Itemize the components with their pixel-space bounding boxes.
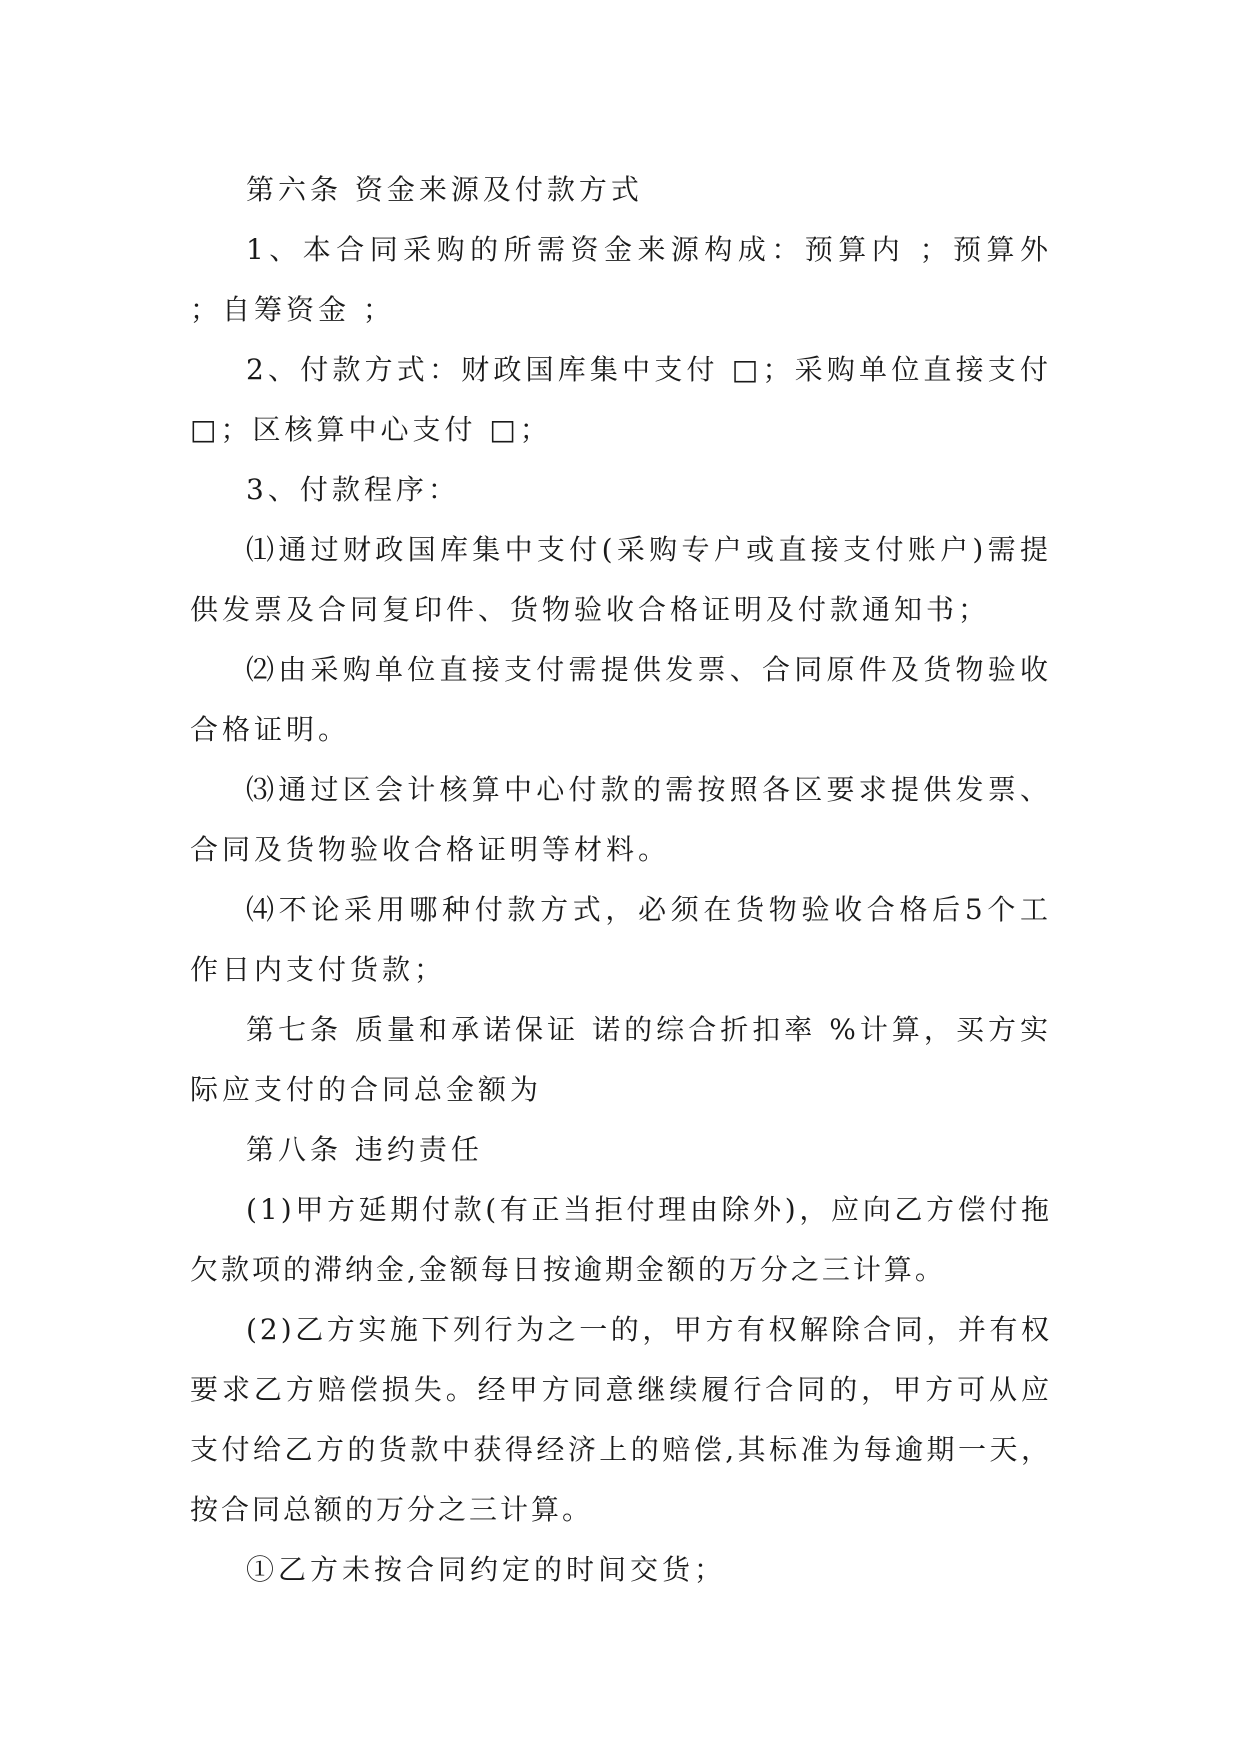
liability-subitem-1: ①乙方未按合同约定的时间交货； — [246, 1553, 727, 1586]
article-6-heading: 第六条 资金来源及付款方式 — [246, 173, 643, 206]
funding-source-paragraph: 1、本合同采购的所需资金来源构成：预算内 ；预算外 ；自筹资金 ； — [190, 233, 1052, 326]
procedure-item-1: ⑴通过财政国库集中支付(采购专户或直接支付账户)需提供发票及合同复印件、货物验收合格证明及付款通知书； — [190, 533, 1052, 626]
article-7-paragraph: 第七条 质量和承诺保证 诺的综合折扣率 %计算，买方实际应支付的合同总金额为 — [190, 1013, 1052, 1106]
payment-method-paragraph: 2、付款方式：财政国库集中支付 □；采购单位直接支付 □；区核算中心支付 □； — [190, 353, 1052, 446]
document-page — [190, 160, 1052, 1600]
procedure-item-4: ⑷不论采用哪种付款方式，必须在货物验收合格后5个工作日内支付货款； — [190, 893, 1052, 986]
procedure-item-2: ⑵由采购单位直接支付需提供发票、合同原件及货物验收合格证明。 — [190, 653, 1052, 746]
article-8-heading: 第八条 违约责任 — [246, 1133, 483, 1166]
liability-item-1: (1)甲方延期付款(有正当拒付理由除外)，应向乙方偿付拖欠款项的滞纳金,金额每日按逾期金额的万分之三计算。 — [190, 1193, 1052, 1286]
payment-procedure-heading: 3、付款程序： — [246, 473, 460, 506]
liability-item-2: (2)乙方实施下列行为之一的，甲方有权解除合同，并有权要求乙方赔偿损失。经甲方同意继续履行合同的，甲方可从应支付给乙方的货款中获得经济上的赔偿,其标准为每逾期一天，按合同总额的万分之三计算。 — [190, 1313, 1052, 1526]
procedure-item-3: ⑶通过区会计核算中心付款的需按照各区要求提供发票、合同及货物验收合格证明等材料。 — [190, 773, 1052, 866]
